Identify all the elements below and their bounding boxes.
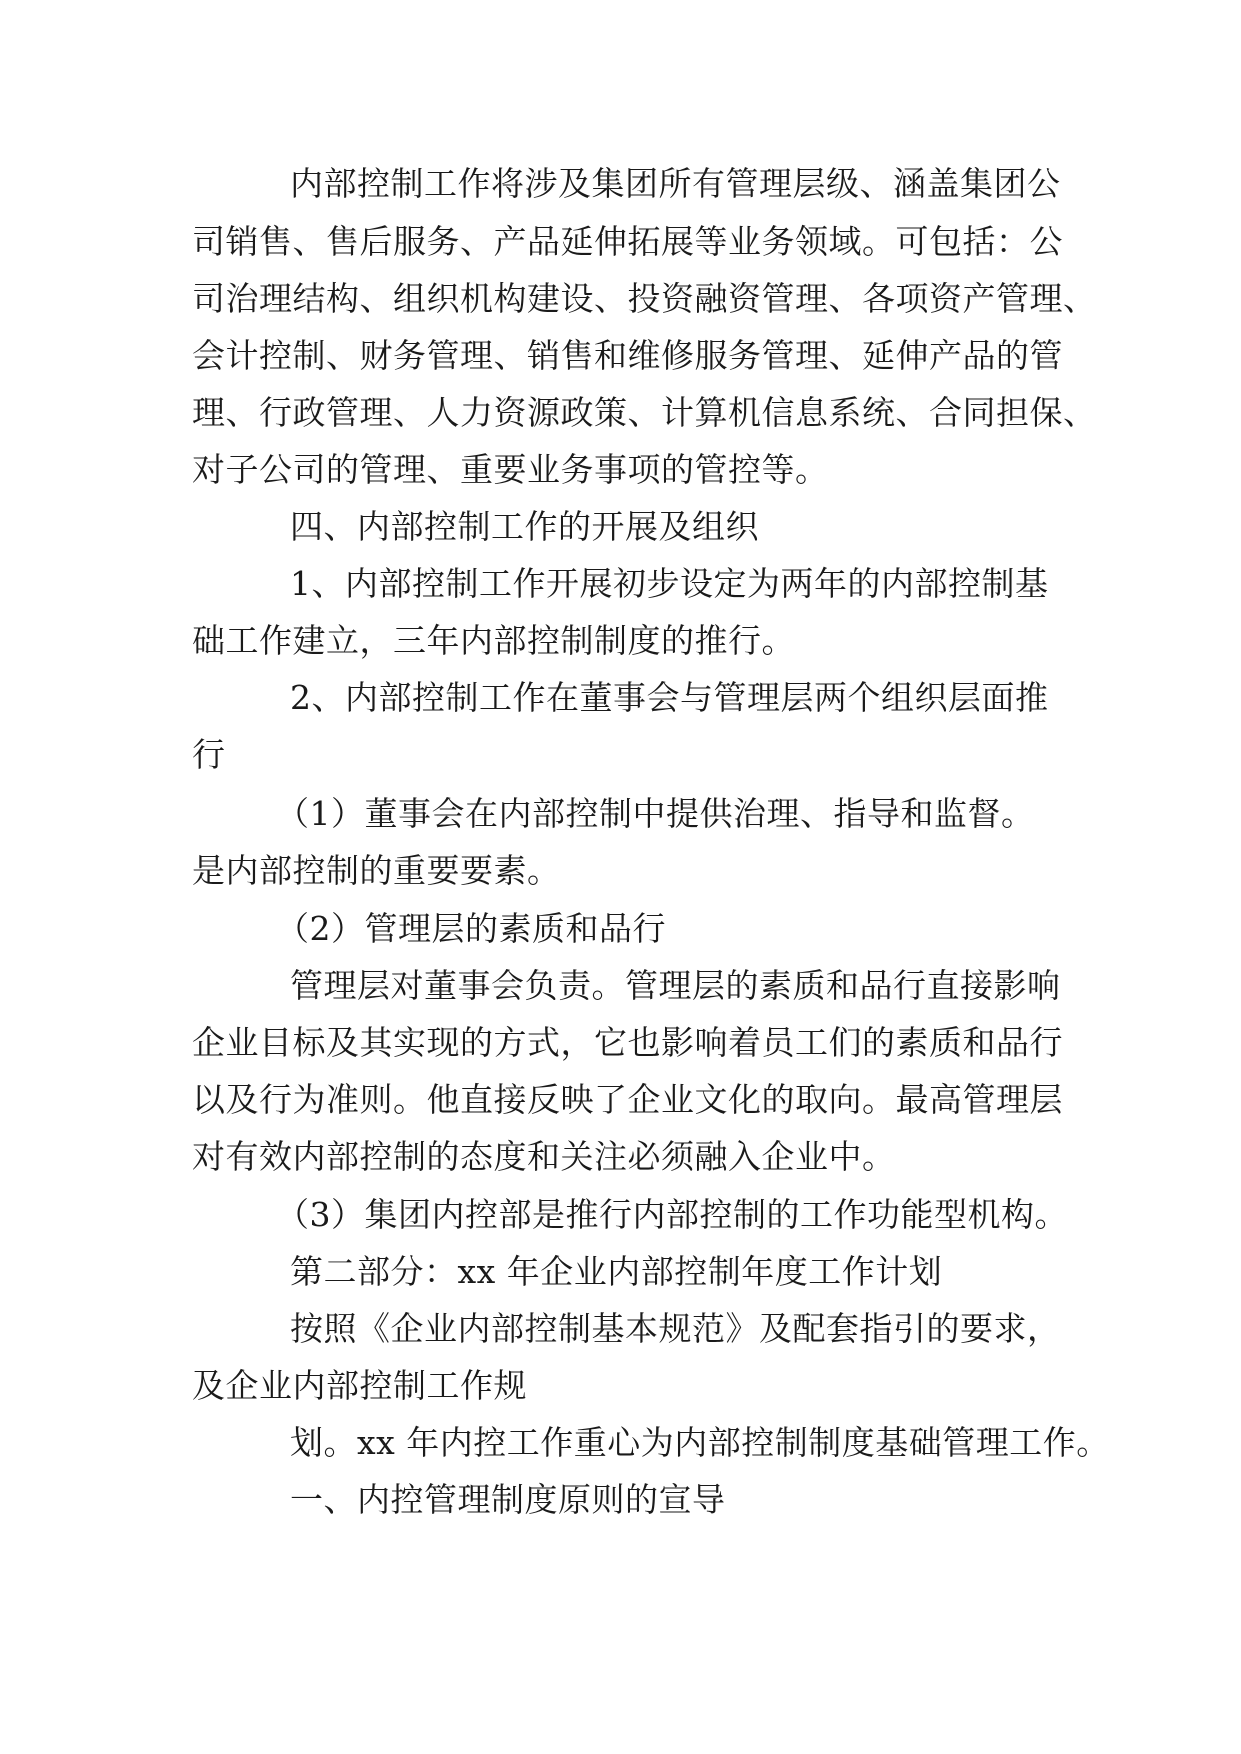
paragraph-line: （3）集团内控部是推行内部控制的工作功能型机构。 [276,1195,1068,1234]
paragraph-line: 对子公司的管理、重要业务事项的管控等。 [192,450,829,489]
paragraph-line: 司治理结构、组织机构建设、投资融资管理、各项资产管理、 [192,279,1097,318]
paragraph-line: 行 [192,735,226,774]
paragraph-line: 对有效内部控制的态度和关注必须融入企业中。 [192,1137,896,1176]
paragraph-line: （2）管理层的素质和品行 [276,909,666,948]
paragraph-line: 理、行政管理、人力资源政策、计算机信息系统、合同担保、 [192,393,1097,432]
paragraph-line: 按照《企业内部控制基本规范》及配套指引的要求， [290,1309,1061,1348]
paragraph-line: 划。xx 年内控工作重心为内部控制制度基础管理工作。 [290,1423,1110,1462]
paragraph-line: 内部控制工作将涉及集团所有管理层级、涵盖集团公 [290,164,1061,203]
paragraph-line: 2、内部控制工作在董事会与管理层两个组织层面推 [290,678,1049,717]
paragraph-line: 以及行为准则。他直接反映了企业文化的取向。最高管理层 [192,1080,1063,1119]
paragraph-line: （1）董事会在内部控制中提供治理、指导和监督。 [276,794,1035,833]
paragraph-line: 是内部控制的重要要素。 [192,851,561,890]
section-heading: 四、内部控制工作的开展及组织 [290,507,759,546]
section-heading: 第二部分：xx 年企业内部控制年度工作计划 [290,1252,943,1291]
paragraph-line: 司销售、售后服务、产品延伸拓展等业务领域。可包括：公 [192,222,1063,261]
section-heading: 一、内控管理制度原则的宣导 [290,1480,726,1519]
paragraph-line: 1、内部控制工作开展初步设定为两年的内部控制基 [290,564,1049,603]
paragraph-line: 管理层对董事会负责。管理层的素质和品行直接影响 [290,966,1061,1005]
paragraph-line: 企业目标及其实现的方式，它也影响着员工们的素质和品行 [192,1023,1063,1062]
paragraph-line: 及企业内部控制工作规 [192,1366,527,1405]
paragraph-line: 会计控制、财务管理、销售和维修服务管理、延伸产品的管 [192,336,1063,375]
paragraph-line: 础工作建立，三年内部控制制度的推行。 [192,621,795,660]
